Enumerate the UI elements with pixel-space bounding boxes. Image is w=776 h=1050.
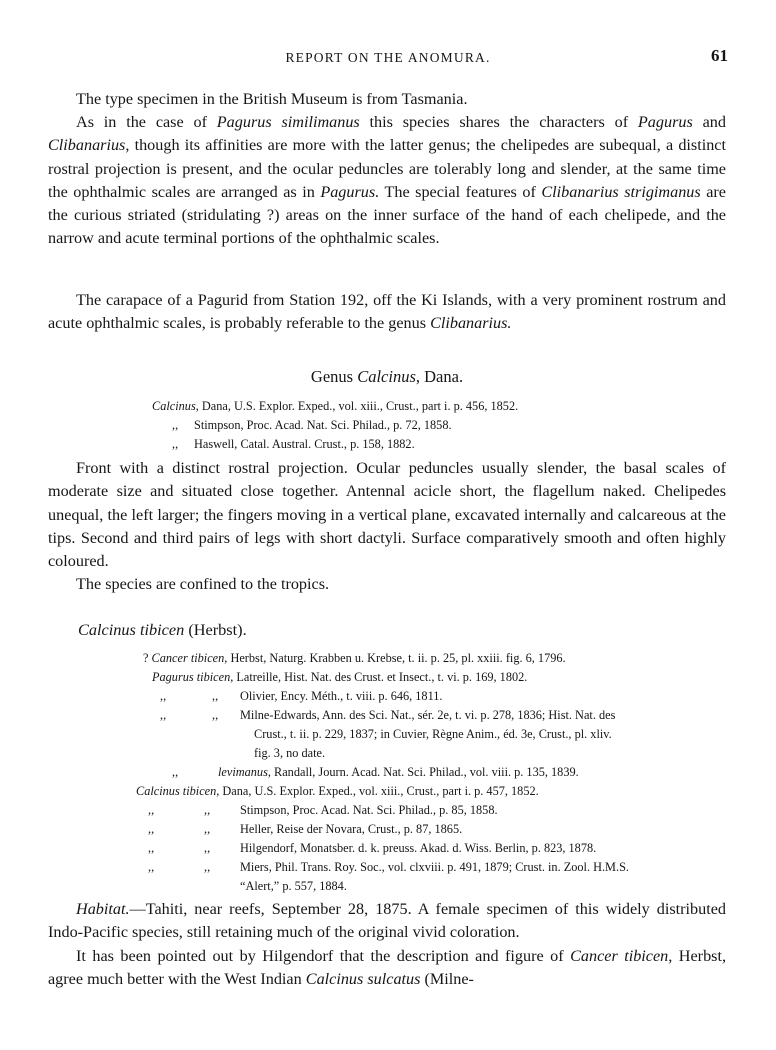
species-heading <box>78 620 247 640</box>
paragraph-habitat <box>48 898 726 945</box>
italic-run: Clibanarius strigimanus <box>541 182 701 201</box>
paragraph-genus-description <box>48 457 726 573</box>
paragraph-distribution: The species are confined to the tropics. <box>76 575 330 593</box>
ditto-mark: ,, <box>148 841 155 855</box>
species-synonymy-continuation: fig. 3, no date. <box>254 746 326 760</box>
genus-heading-name: Calcinus <box>357 367 416 386</box>
italic-run: Clibanarius <box>48 136 126 155</box>
ditto-mark: ,, <box>160 689 167 703</box>
synonym-citation: Haswell, Catal. Austral. Crust., p. 158, 1882. <box>194 437 415 451</box>
synonym-citation: , Latreille, Hist. Nat. des Crust. et Insect., t. vi. p. 169, 1802. <box>230 670 528 684</box>
genus-heading-suffix: , Dana. <box>415 367 464 386</box>
synonym-citation: Heller, Reise der Novara, Crust., p. 87, 1865. <box>240 822 463 836</box>
ditto-mark: ,, <box>204 841 211 855</box>
page-number: 61 <box>711 46 728 65</box>
species-synonymy-continuation: “Alert,” p. 557, 1884. <box>240 879 347 893</box>
italic-run: Pagurus. <box>320 182 380 201</box>
ditto-mark: ,, <box>172 437 179 451</box>
ditto-mark: ,, <box>212 708 219 722</box>
text-run: , though its affinities are more with the latter genus; the chelipedes are subequal, a distinct rostral projection is present, and the ocular peduncles are tolerably long and slender, at the same time the ophthalmic scales are arranged as in <box>48 136 726 201</box>
synonym-citation: Olivier, Ency. Méth., t. viii. p. 646, 1811. <box>240 689 443 703</box>
italic-run: Pagurus <box>637 113 693 131</box>
ditto-mark: ,, <box>148 822 155 836</box>
ditto-mark: ,, <box>148 803 155 817</box>
text-run: Herbst, agree much better with the West Indian <box>48 947 727 989</box>
synonym-genus: Calcinus <box>152 399 196 413</box>
genus-heading <box>48 367 726 387</box>
italic-run: Pagurus similimanus <box>216 113 360 131</box>
species-synonymy-line <box>148 801 498 820</box>
text-run: As in the case of <box>76 113 217 131</box>
species-synonymy-line <box>160 706 615 725</box>
ditto-mark: ,, <box>204 822 211 836</box>
species-name: Calcinus tibicen <box>78 620 185 639</box>
ditto-mark: ,, <box>204 860 211 874</box>
text-run: are the curious striated (stridulating ?) areas on the inner surface of the hand of each chelipede, and the narrow and acute terminal portions of the ophthalmic scales. <box>48 182 726 248</box>
synonym-genus: Pagurus tibicen <box>152 670 231 684</box>
synonym-genus: Calcinus tibicen <box>136 784 217 798</box>
italic-run: Calcinus sulcatus <box>305 970 421 989</box>
synonym-genus: Cancer tibicen <box>151 651 225 665</box>
text-run: this species shares the characters of <box>359 113 638 131</box>
paragraph-comparison <box>48 111 726 251</box>
synonym-citation: Miers, Phil. Trans. Roy. Soc., vol. clxviii. p. 491, 1879; Crust. in. Zool. H.M.S. <box>240 860 629 874</box>
paragraph-type-specimen: The type specimen in the British Museum is from Tasmania. <box>76 90 468 108</box>
ditto-mark: ,, <box>204 803 211 817</box>
query-mark: ? <box>143 651 152 665</box>
italic-run: Clibanarius. <box>430 314 512 333</box>
species-synonymy-line <box>136 782 539 801</box>
ditto-mark: ,, <box>160 708 167 722</box>
species-author: (Herbst). <box>184 620 247 639</box>
paragraph-carapace <box>48 289 726 336</box>
species-synonymy-line <box>148 839 596 858</box>
synonym-citation: , Dana, U.S. Explor. Exped., vol. xiii., Crust., part i. p. 456, 1852. <box>195 399 519 413</box>
ditto-mark: ,, <box>172 418 179 432</box>
species-synonymy-line <box>160 687 443 706</box>
ditto-mark: ,, <box>172 765 179 779</box>
synonym-citation: Hilgendorf, Monatsber. d. k. preuss. Akad. d. Wiss. Berlin, p. 823, 1878. <box>240 841 597 855</box>
species-synonymy-line <box>172 763 579 782</box>
running-head <box>48 46 728 68</box>
synonym-citation: , Randall, Journ. Acad. Nat. Sci. Philad., vol. viii. p. 135, 1839. <box>267 765 579 779</box>
synonym-genus: levimanus <box>218 765 268 779</box>
italic-run: Cancer tibicen, <box>570 947 673 965</box>
genus-heading-prefix: Genus <box>310 367 358 386</box>
text-run: The special features of <box>379 182 542 201</box>
text-run: Front with a distinct rostral projection. Ocular peduncles usually slender, the basal scales of moderate size and situated close together. Antennal acicle short, the flagellum naked. Chelipedes unequal, the left larger; the fingers moving in a vertical plane, excavated internally and calcareous at the tips. Second and third pairs of legs with short dactyli. Surface comparatively smooth and often highly coloured. <box>48 459 726 571</box>
habitat-label: Habitat. <box>76 900 130 918</box>
ditto-mark: ,, <box>212 689 219 703</box>
species-synonymy-line <box>148 820 462 839</box>
ditto-mark: ,, <box>148 860 155 874</box>
text-run: The carapace of a Pagurid from Station 192, off the Ki Islands, with a very prominent rostrum and acute ophthalmic scales, is probably referable to the genus <box>48 291 726 333</box>
text-run: and <box>692 113 726 131</box>
genus-synonymy-line <box>152 397 518 416</box>
species-synonymy-line <box>148 858 629 877</box>
genus-synonymy-line <box>172 416 452 435</box>
synonym-citation: , Herbst, Naturg. Krabben u. Krebse, t. ii. p. 25, pl. xxiii. fig. 6, 1796. <box>224 651 566 665</box>
synonym-citation: Milne-Edwards, Ann. des Sci. Nat., sér. 2e, t. vi. p. 278, 1836; Hist. Nat. des <box>240 708 616 722</box>
species-synonymy-line <box>143 649 566 668</box>
running-title: REPORT ON THE ANOMURA. <box>285 50 491 65</box>
paragraph-hilgendorf <box>48 945 726 992</box>
species-synonymy-continuation: Crust., t. ii. p. 229, 1837; in Cuvier, Règne Anim., éd. 3e, Crust., pl. xliv. <box>254 727 612 741</box>
synonym-citation: Stimpson, Proc. Acad. Nat. Sci. Philad., p. 85, 1858. <box>240 803 498 817</box>
text-run: It has been pointed out by Hilgendorf that the description and figure of <box>76 947 571 965</box>
habitat-text: —Tahiti, near reefs, September 28, 1875. A female specimen of this widely distributed Indo-Pacific species, still retaining much of the original vivid coloration. <box>48 900 726 942</box>
text-run: (Milne- <box>420 970 474 989</box>
synonym-citation: , Dana, U.S. Explor. Exped., vol. xiii., Crust., part i. p. 457, 1852. <box>216 784 539 798</box>
genus-synonymy-line <box>172 435 415 454</box>
species-synonymy-line <box>152 668 527 687</box>
synonym-citation: Stimpson, Proc. Acad. Nat. Sci. Philad., p. 72, 1858. <box>194 418 452 432</box>
